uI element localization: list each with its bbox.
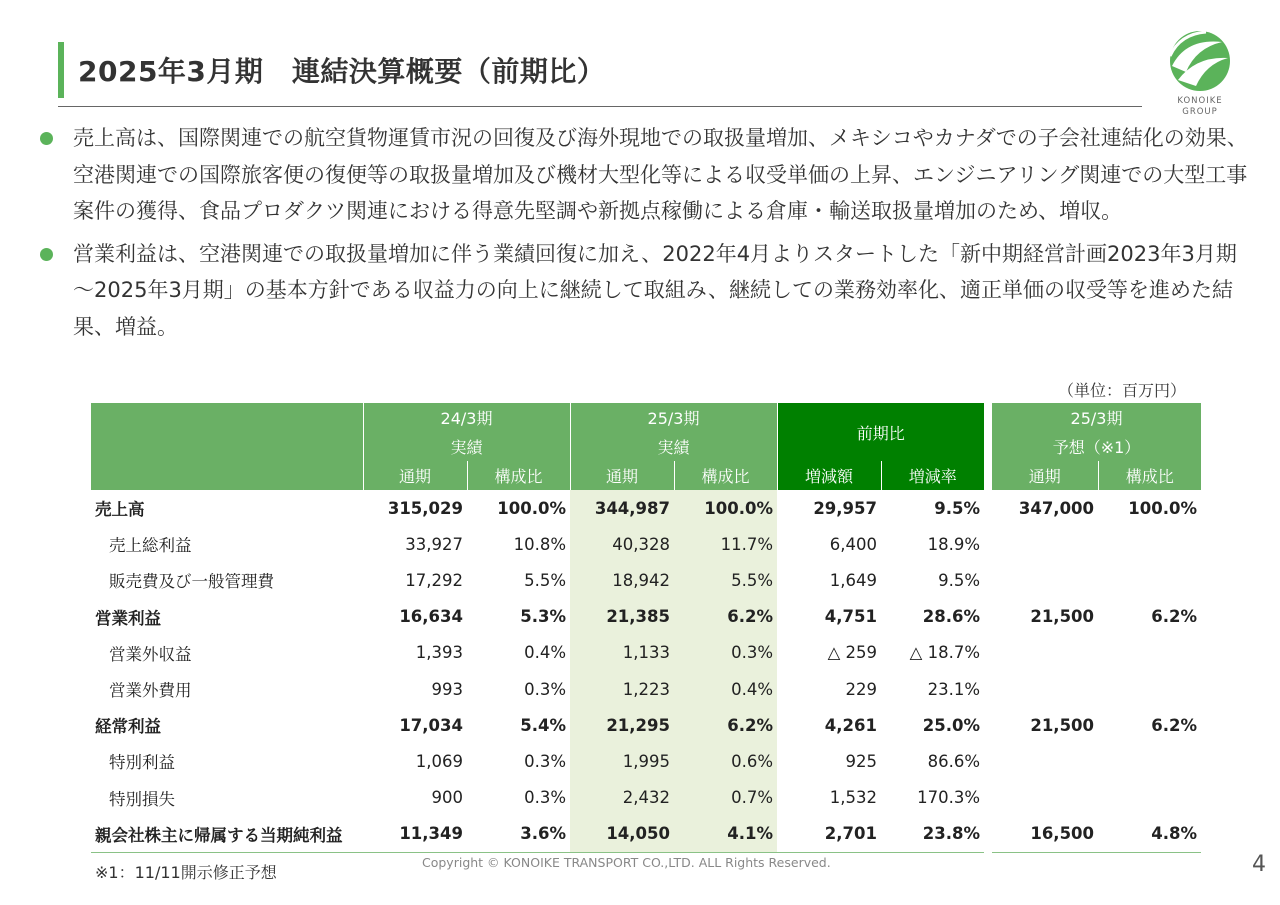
copyright: Copyright © KONOIKE TRANSPORT CO.,LTD. ALL Rights Reserved. [422, 855, 831, 870]
table-cell: 0.3% [524, 679, 566, 699]
table-cell: 0.3% [524, 788, 566, 808]
table-cell: 11.7% [674, 526, 777, 562]
table-cell: 229 [845, 679, 877, 699]
logo-text-line-2: GROUP [1182, 107, 1218, 117]
table-cell: 21,500 [1030, 607, 1095, 627]
column-gap [984, 635, 992, 671]
table-cell: 18.9% [927, 534, 981, 554]
table-cell: 6,400 [829, 534, 877, 554]
page-title: 2025年3月期 連結決算概要（前期比） [78, 55, 606, 88]
table-cell: 0.3% [674, 635, 777, 671]
header-corner [91, 403, 363, 490]
table-cell: 0.3% [524, 751, 566, 771]
table-cell: 2,432 [570, 780, 674, 816]
column-gap [984, 490, 992, 526]
table-cell: 170.3% [917, 788, 981, 808]
title-accent-bar [58, 42, 64, 98]
table-cell [1098, 526, 1201, 562]
row-label: 営業利益 [95, 608, 161, 628]
table-cell: 86.6% [927, 751, 981, 771]
group-subheader-fy24: 実績 [363, 432, 570, 461]
table-cell: 5.5% [674, 562, 777, 598]
table-body [91, 490, 1201, 852]
column-gap [984, 743, 992, 779]
row-label: 特別損失 [109, 789, 175, 809]
table-cell [992, 562, 1098, 598]
table-row [91, 599, 1201, 635]
table-cell: 6.2% [674, 599, 777, 635]
table-cell: 14,050 [570, 816, 674, 853]
unit-label: （単位：百万円） [1057, 381, 1186, 400]
column-gap [984, 671, 992, 707]
bullet-item [40, 120, 1255, 230]
footnote: ※1：11/11開示修正予想 [95, 863, 277, 882]
table-cell: 28.6% [922, 607, 981, 627]
logo-text [1160, 96, 1240, 118]
table-cell: 0.4% [674, 671, 777, 707]
row-label: 特別利益 [109, 753, 175, 773]
table-cell [1098, 671, 1201, 707]
table-cell: 5.4% [520, 715, 566, 735]
table-cell: 17,034 [399, 715, 463, 735]
group-header-forecast: 25/3期 [992, 403, 1201, 432]
table-cell: 1,393 [415, 643, 463, 663]
table-cell: 1,223 [570, 671, 674, 707]
table-cell [992, 671, 1098, 707]
table-cell: 315,029 [387, 498, 463, 518]
table-cell: 18,942 [570, 562, 674, 598]
table-row [91, 816, 1201, 853]
table-cell: 9.5% [938, 570, 981, 590]
row-label: 営業外収益 [109, 644, 192, 664]
table-row [91, 562, 1201, 598]
table-cell: 21,385 [570, 599, 674, 635]
table-cell: 0.7% [674, 780, 777, 816]
column-gap [984, 403, 992, 490]
bullet-dot-icon [40, 248, 53, 261]
table-cell: 347,000 [1018, 498, 1095, 518]
table-cell: 0.6% [674, 743, 777, 779]
table-cell: 40,328 [570, 526, 674, 562]
table-cell: 1,069 [415, 751, 463, 771]
table-cell [992, 635, 1098, 671]
table-cell: 25.0% [922, 715, 981, 735]
summary-bullets [40, 120, 1255, 351]
group-header-fy25: 25/3期 [570, 403, 777, 432]
table-cell: 10.8% [513, 534, 566, 554]
column-gap [984, 562, 992, 598]
column-header: 構成比 [674, 461, 777, 490]
table-cell: 6.2% [674, 707, 777, 743]
title-divider [58, 106, 1142, 107]
table-cell: 11,349 [363, 816, 467, 853]
table-cell [992, 743, 1098, 779]
column-header: 増減額 [777, 461, 881, 490]
table-cell: 925 [845, 751, 877, 771]
column-gap [984, 780, 992, 816]
logo-text-line-1: KONOIKE [1177, 96, 1223, 106]
table-row [91, 671, 1201, 707]
table-cell: 4.1% [674, 816, 777, 853]
column-header: 構成比 [467, 461, 570, 490]
table-cell: 100.0% [674, 490, 777, 526]
table-cell: 900 [431, 788, 463, 808]
row-label: 営業外費用 [109, 681, 192, 701]
table-cell: 993 [431, 679, 463, 699]
table-cell [1098, 635, 1201, 671]
table-cell: 3.6% [467, 816, 570, 853]
table-cell: 6.2% [1151, 715, 1198, 735]
table-row [91, 635, 1201, 671]
table-row [91, 526, 1201, 562]
table-cell: 4.8% [1098, 816, 1201, 853]
table-cell: 4,751 [824, 607, 877, 627]
table-cell: 16,634 [399, 607, 463, 627]
row-label: 売上高 [95, 500, 145, 520]
table-cell: 1,133 [570, 635, 674, 671]
table-cell: 1,532 [829, 788, 877, 808]
row-label: 経常利益 [95, 717, 161, 737]
group-header-yoy: 前期比 [777, 403, 984, 461]
table-cell [1098, 743, 1201, 779]
bullet-text: 営業利益は、空港関連での取扱量増加に伴う業績回復に加え、2022年4月よりスタートした「新中期経営計画2023年3月期～2025年3月期」の基本方針である収益力の向上に継続して取組み、継続しての業務効率化、適正単価の収受等を進めた結果、増益。 [73, 241, 1237, 339]
table-cell: 2,701 [777, 816, 881, 853]
table-cell: 1,995 [570, 743, 674, 779]
table-cell [1098, 562, 1201, 598]
table-cell: 100.0% [497, 498, 566, 518]
page-number: 4 [1252, 852, 1266, 877]
column-header: 増減率 [881, 461, 984, 490]
group-header-fy24: 24/3期 [363, 403, 570, 432]
table-row [91, 743, 1201, 779]
group-subheader-fy25: 実績 [570, 432, 777, 461]
table-cell: 5.5% [524, 570, 566, 590]
financial-summary-table [91, 403, 1201, 853]
column-header: 通期 [570, 461, 674, 490]
table-cell: 21,295 [570, 707, 674, 743]
group-subheader-forecast: 予想（※1） [992, 432, 1201, 461]
table-cell [992, 526, 1098, 562]
table-cell: 16,500 [992, 816, 1098, 853]
table-cell: 100.0% [1128, 498, 1198, 518]
column-header: 構成比 [1098, 461, 1201, 490]
table-cell: 23.1% [927, 679, 981, 699]
table-cell: 23.8% [881, 816, 984, 853]
bullet-text: 売上高は、国際関連での航空貨物運賃市況の回復及び海外現地での取扱量増加、メキシコやカナダでの子会社連結化の効果、空港関連での国際旅客便の復便等の取扱量増加及び機材大型化等による収受単価の上昇、エンジニアリング関連での大型工事案件の獲得、食品プロダクツ関連における得意先堅調や新拠点稼働による倉庫・輸送取扱量増加のため、増収。 [73, 126, 1248, 223]
bullet-dot-icon [40, 132, 53, 145]
bullet-item [40, 236, 1255, 346]
table-cell: 5.3% [520, 607, 566, 627]
table-cell: 6.2% [1151, 607, 1198, 627]
column-gap [984, 816, 992, 853]
table-cell: 33,927 [405, 534, 463, 554]
table-cell: 21,500 [1030, 715, 1095, 735]
table-row [91, 780, 1201, 816]
table-cell: 9.5% [934, 498, 981, 518]
table-cell: 1,649 [829, 570, 877, 590]
table-cell: △ 18.7% [909, 643, 981, 663]
table-row [91, 707, 1201, 743]
row-label: 親会社株主に帰属する当期純利益 [91, 816, 363, 853]
row-label: 売上総利益 [109, 536, 192, 556]
table-cell: 0.4% [524, 643, 566, 663]
table-cell: 17,292 [405, 570, 463, 590]
table-cell: 29,957 [813, 498, 877, 518]
column-gap [984, 599, 992, 635]
table-cell [1098, 780, 1201, 816]
column-header: 通期 [363, 461, 467, 490]
column-header: 通期 [992, 461, 1098, 490]
table-cell [992, 780, 1098, 816]
row-label: 販売費及び一般管理費 [109, 572, 274, 592]
column-gap [984, 526, 992, 562]
table-cell: △ 259 [827, 643, 877, 663]
table-cell: 4,261 [824, 715, 877, 735]
table-row [91, 490, 1201, 526]
column-gap [984, 707, 992, 743]
table-cell: 344,987 [570, 490, 674, 526]
